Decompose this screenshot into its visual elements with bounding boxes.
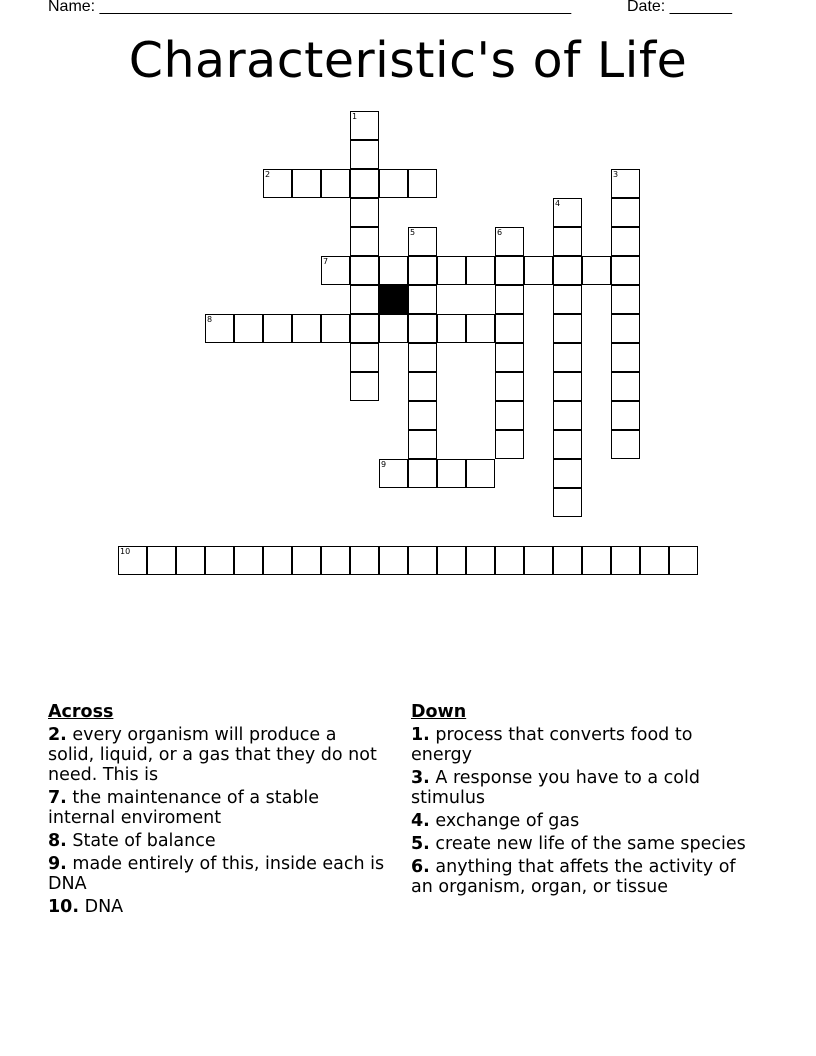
grid-cell[interactable] bbox=[379, 314, 408, 343]
name-field[interactable]: Name: _____________________________________________________ bbox=[48, 0, 572, 15]
grid-cell[interactable] bbox=[611, 546, 640, 575]
grid-cell[interactable] bbox=[350, 372, 379, 401]
grid-cell[interactable] bbox=[408, 343, 437, 372]
grid-cell[interactable] bbox=[495, 372, 524, 401]
grid-cell[interactable] bbox=[350, 111, 379, 140]
clue-number: 7 bbox=[323, 257, 329, 266]
clue-down-4: 4. exchange of gas bbox=[411, 811, 580, 831]
grid-cell[interactable] bbox=[350, 314, 379, 343]
grid-cell[interactable] bbox=[582, 546, 611, 575]
clue-down-1: 1. process that converts food to energy bbox=[411, 725, 693, 765]
grid-cell[interactable] bbox=[350, 343, 379, 372]
clue-number: 10 bbox=[120, 547, 131, 556]
grid-cell[interactable] bbox=[350, 285, 379, 314]
clue-number: 8 bbox=[207, 315, 213, 324]
page-title: Characteristic's of Life bbox=[128, 32, 688, 89]
grid-cell[interactable] bbox=[379, 459, 408, 488]
grid-cell[interactable] bbox=[611, 314, 640, 343]
grid-cell[interactable] bbox=[205, 546, 234, 575]
grid-cell[interactable] bbox=[524, 256, 553, 285]
grid-cell[interactable] bbox=[234, 546, 263, 575]
grid-cell[interactable] bbox=[640, 546, 669, 575]
grid-cell[interactable] bbox=[350, 140, 379, 169]
grid-cell[interactable] bbox=[408, 546, 437, 575]
grid-cell[interactable] bbox=[408, 285, 437, 314]
grid-cell[interactable] bbox=[234, 314, 263, 343]
grid-cell[interactable] bbox=[408, 169, 437, 198]
grid-cell[interactable] bbox=[408, 314, 437, 343]
clue-number: 6 bbox=[497, 228, 503, 237]
grid-cell[interactable] bbox=[408, 227, 437, 256]
grid-cell[interactable] bbox=[611, 343, 640, 372]
grid-cell[interactable] bbox=[611, 169, 640, 198]
grid-cell[interactable] bbox=[611, 198, 640, 227]
grid-cell[interactable] bbox=[611, 401, 640, 430]
grid-cell[interactable] bbox=[553, 430, 582, 459]
grid-cell[interactable] bbox=[553, 401, 582, 430]
grid-cell[interactable] bbox=[495, 430, 524, 459]
clue-down-6: 6. anything that affets the activity of an organism, organ, or tissue bbox=[411, 857, 736, 897]
down-heading: Down bbox=[411, 702, 467, 722]
clue-number: 3 bbox=[613, 170, 619, 179]
grid-cell[interactable] bbox=[553, 198, 582, 227]
grid-cell[interactable] bbox=[495, 314, 524, 343]
grid-cell[interactable] bbox=[408, 459, 437, 488]
clue-number: 5 bbox=[410, 228, 416, 237]
grid-cell[interactable] bbox=[495, 285, 524, 314]
grid-cell[interactable] bbox=[350, 546, 379, 575]
grid-cell[interactable] bbox=[205, 314, 234, 343]
grid-cell[interactable] bbox=[350, 256, 379, 285]
grid-cell[interactable] bbox=[553, 256, 582, 285]
grid-cell[interactable] bbox=[321, 314, 350, 343]
grid-cell[interactable] bbox=[495, 343, 524, 372]
grid-cell[interactable] bbox=[263, 169, 292, 198]
black-square bbox=[379, 285, 408, 314]
grid-cell[interactable] bbox=[611, 372, 640, 401]
grid-cell[interactable] bbox=[495, 546, 524, 575]
across-heading: Across bbox=[48, 702, 114, 722]
grid-cell[interactable] bbox=[495, 227, 524, 256]
grid-cell[interactable] bbox=[263, 314, 292, 343]
grid-cell[interactable] bbox=[553, 227, 582, 256]
grid-cell[interactable] bbox=[611, 227, 640, 256]
clue-number: 2 bbox=[265, 170, 271, 179]
grid-cell[interactable] bbox=[408, 256, 437, 285]
grid-cell[interactable] bbox=[321, 546, 350, 575]
grid-cell[interactable] bbox=[437, 459, 466, 488]
clue-down-5: 5. create new life of the same species bbox=[411, 834, 746, 854]
grid-cell[interactable] bbox=[553, 343, 582, 372]
grid-cell[interactable] bbox=[292, 314, 321, 343]
grid-cell[interactable] bbox=[495, 401, 524, 430]
clue-across-9: 9. made entirely of this, inside each is DNA bbox=[48, 854, 385, 894]
grid-cell[interactable] bbox=[437, 256, 466, 285]
grid-cell[interactable] bbox=[553, 285, 582, 314]
grid-cell[interactable] bbox=[611, 285, 640, 314]
grid-cell[interactable] bbox=[408, 430, 437, 459]
grid-cell[interactable] bbox=[408, 372, 437, 401]
grid-cell[interactable] bbox=[408, 401, 437, 430]
grid-cell[interactable] bbox=[466, 314, 495, 343]
grid-cell[interactable] bbox=[553, 488, 582, 517]
grid-cell[interactable] bbox=[495, 256, 524, 285]
clue-across-8: 8. State of balance bbox=[48, 831, 216, 851]
clue-number: 9 bbox=[381, 460, 387, 469]
date-field[interactable]: Date: _______ bbox=[627, 0, 732, 15]
across-clues bbox=[48, 702, 388, 920]
grid-cell[interactable] bbox=[379, 546, 408, 575]
grid-cell[interactable] bbox=[379, 169, 408, 198]
grid-cell[interactable] bbox=[466, 256, 495, 285]
grid-cell[interactable] bbox=[379, 256, 408, 285]
grid-cell[interactable] bbox=[553, 372, 582, 401]
clue-across-2: 2. every organism will produce a solid, liquid, or a gas that they do not need. This is bbox=[48, 725, 377, 785]
grid-cell[interactable] bbox=[524, 546, 553, 575]
down-clues bbox=[411, 702, 756, 900]
grid-cell[interactable] bbox=[553, 314, 582, 343]
grid-cell[interactable] bbox=[321, 169, 350, 198]
grid-cell[interactable] bbox=[611, 430, 640, 459]
clue-number: 4 bbox=[555, 199, 561, 208]
grid-cell[interactable] bbox=[292, 169, 321, 198]
clue-across-7: 7. the maintenance of a stable internal enviroment bbox=[48, 788, 320, 828]
grid-cell[interactable] bbox=[553, 459, 582, 488]
clue-across-10: 10. DNA bbox=[48, 897, 124, 917]
grid-cell[interactable] bbox=[350, 227, 379, 256]
grid-cell[interactable] bbox=[321, 256, 350, 285]
grid-cell[interactable] bbox=[582, 256, 611, 285]
grid-cell[interactable] bbox=[437, 314, 466, 343]
grid-cell[interactable] bbox=[553, 546, 582, 575]
grid-cell[interactable] bbox=[263, 546, 292, 575]
clue-down-3: 3. A response you have to a cold stimulus bbox=[411, 768, 700, 808]
grid-cell[interactable] bbox=[466, 459, 495, 488]
grid-cell[interactable] bbox=[176, 546, 205, 575]
grid-cell[interactable] bbox=[437, 546, 466, 575]
grid-cell[interactable] bbox=[350, 169, 379, 198]
grid-cell[interactable] bbox=[292, 546, 321, 575]
clue-number: 1 bbox=[352, 112, 358, 121]
grid-cell[interactable] bbox=[466, 546, 495, 575]
grid-cell[interactable] bbox=[611, 256, 640, 285]
grid-cell[interactable] bbox=[118, 546, 147, 575]
grid-cell[interactable] bbox=[147, 546, 176, 575]
grid-cell[interactable] bbox=[669, 546, 698, 575]
grid-cell[interactable] bbox=[350, 198, 379, 227]
